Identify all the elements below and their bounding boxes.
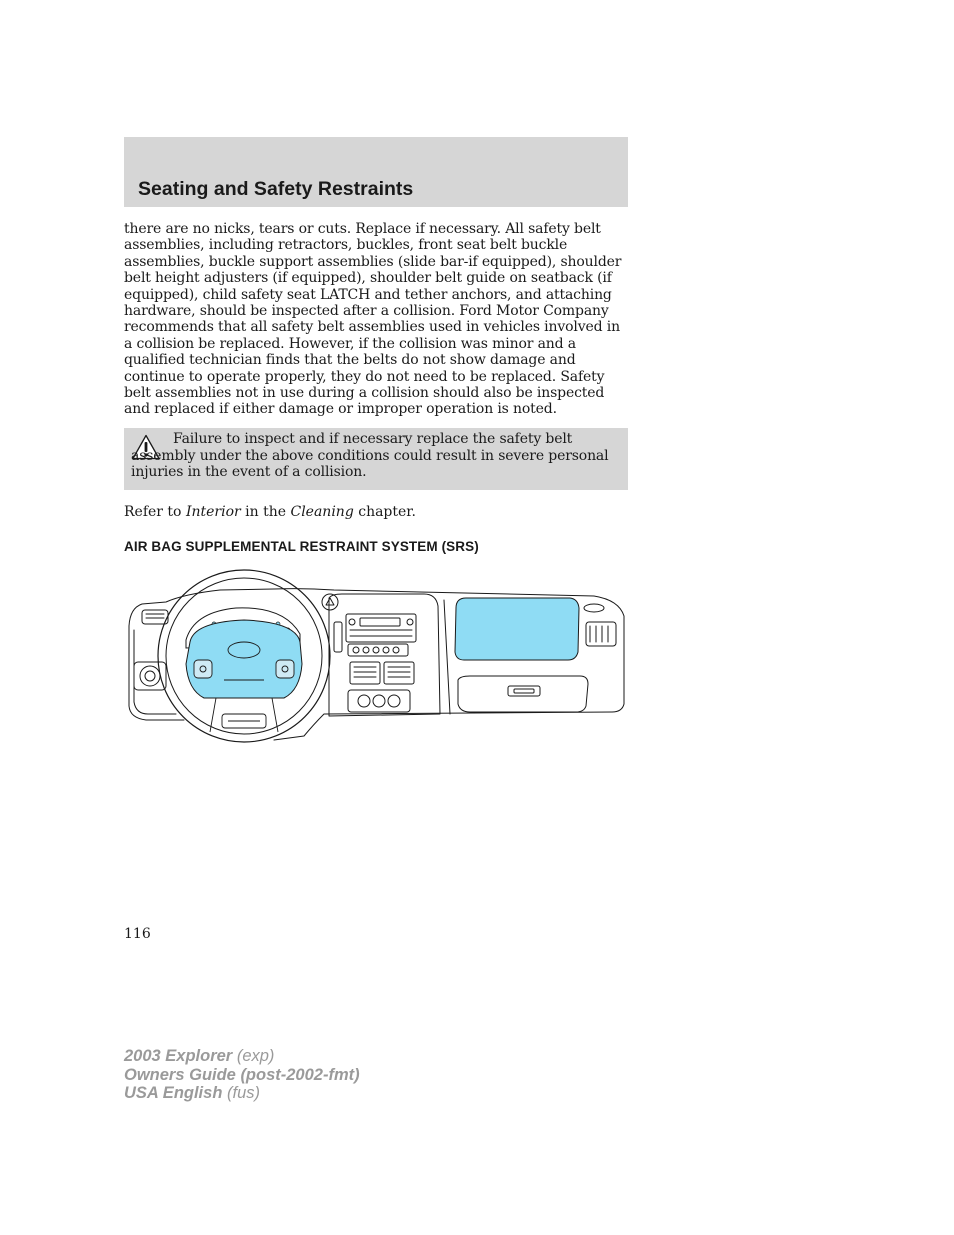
body-paragraph: there are no nicks, tears or cuts. Replace if necessary. All safety belt assemblies, including retractors, buckles, front seat belt buckle assemblies, buckle support assemblies (slide bar-if equipped), shoulder belt height adjusters (if equipped), shoulder belt guide on seatback (if equipped), child safety seat LATCH and tether anchors, and attaching hardware, should be inspected after a collision. Ford Motor Company recommends that all safety belt assemblies used in vehicles involved in a collision be replaced. However, if the collision was minor and a qualified technician finds that the belts do not show damage and continue to operate properly, they do not need to be replaced. Safety belt assemblies not in use during a collision should also be inspected and replaced if either damage or improper operation is noted. (124, 221, 622, 418)
passenger-airbag-highlight (455, 598, 579, 660)
driver-airbag-highlight (186, 620, 302, 698)
warning-text: Failure to inspect and if necessary replace the safety belt assembly under the above conditions could result in severe personal injuries in the event of a collision. (131, 431, 609, 481)
footer (124, 1047, 360, 1103)
refer-prefix: Refer to (124, 504, 186, 520)
footer-line-1: 2003 Explorer (exp) (124, 1047, 275, 1065)
refer-line (124, 504, 416, 521)
footer-line-2: Owners Guide (post-2002-fmt) (124, 1065, 360, 1084)
refer-link-interior: Interior (185, 504, 241, 520)
refer-link-cleaning: Cleaning (290, 504, 354, 520)
footer-line-3: USA English (fus) (124, 1084, 260, 1103)
refer-middle: in the (240, 504, 291, 520)
refer-suffix: chapter. (353, 504, 416, 520)
srs-heading: AIR BAG SUPPLEMENTAL RESTRAINT SYSTEM (SRS) (124, 539, 479, 554)
warning-box (124, 428, 628, 490)
page-number: 116 (124, 926, 151, 942)
section-header-band (124, 137, 628, 207)
dashboard-airbag-illustration (124, 564, 630, 744)
section-title: Seating and Safety Restraints (138, 178, 414, 200)
